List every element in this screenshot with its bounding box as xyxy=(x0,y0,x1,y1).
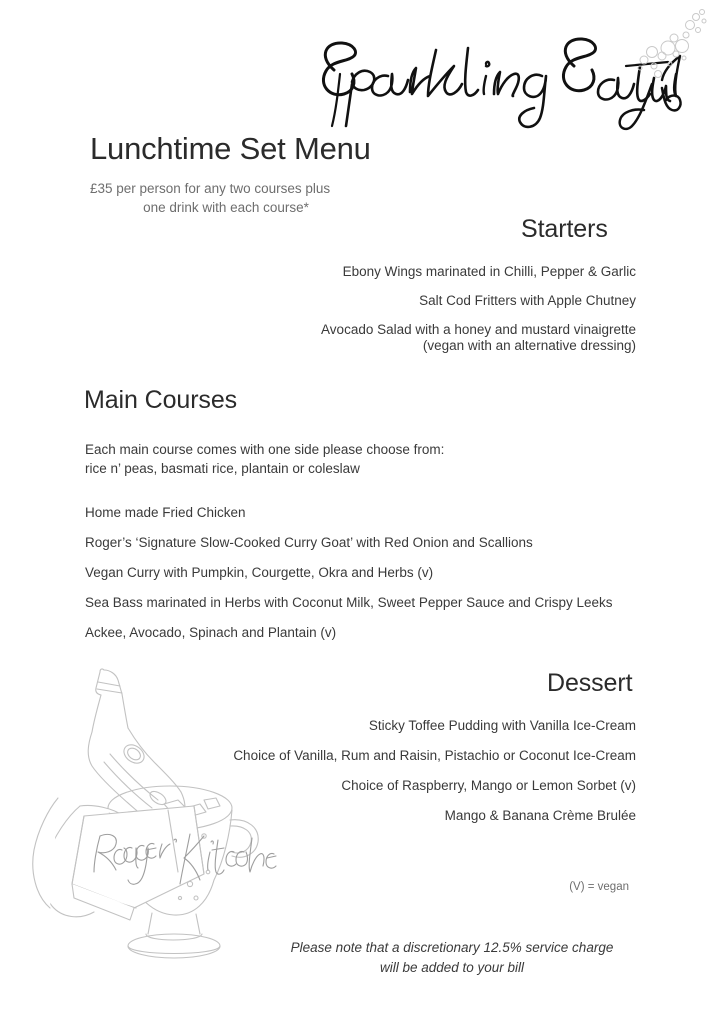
dessert-item: Sticky Toffee Pudding with Vanilla Ice-Cream xyxy=(368,718,636,733)
sides-note-line-1: Each main course comes with one side please choose from: xyxy=(85,442,445,457)
vegan-legend: (V) = vegan xyxy=(569,881,629,893)
main-course-item: Home made Fried Chicken xyxy=(85,505,246,520)
starters-list xyxy=(321,264,636,367)
price-subtitle xyxy=(90,179,362,217)
page-title: Lunchtime Set Menu xyxy=(90,131,371,166)
starters-item-note: (vegan with an alternative dressing) xyxy=(422,338,636,353)
dessert-item: Choice of Raspberry, Mango or Lemon Sorbet (v) xyxy=(341,778,636,793)
starters-item-name: Salt Cod Fritters with Apple Chutney xyxy=(419,293,636,308)
sides-note-line-2: rice n’ peas, basmati rice, plantain or coleslaw xyxy=(85,461,360,476)
main-courses-heading: Main Courses xyxy=(84,386,238,414)
main-course-item: Vegan Curry with Pumpkin, Courgette, Okra and Herbs (v) xyxy=(85,565,434,580)
dessert-item: Choice of Vanilla, Rum and Raisin, Pistachio or Coconut Ice-Cream xyxy=(233,748,636,763)
main-course-item: Roger’s ‘Signature Slow-Cooked Curry Goat’ with Red Onion and Scallions xyxy=(85,535,533,550)
main-course-item: Ackee, Avocado, Spinach and Plantain (v) xyxy=(85,625,337,640)
starters-heading: Starters xyxy=(521,215,608,243)
service-charge-note xyxy=(262,938,642,978)
starters-item xyxy=(321,293,636,309)
price-subtitle-line-2: one drink with each course* xyxy=(143,200,309,215)
service-charge-line-1: Please note that a discretionary 12.5% service charge xyxy=(290,940,614,955)
starters-item-name: Ebony Wings marinated in Chilli, Pepper & Garlic xyxy=(342,264,636,279)
bubbles-decoration-icon xyxy=(624,8,720,94)
service-charge-line-2: will be added to your bill xyxy=(379,960,525,975)
starters-item xyxy=(321,264,636,280)
price-subtitle-line-1: £35 per person for any two courses plus xyxy=(90,181,331,196)
starters-item xyxy=(321,322,636,354)
main-course-item: Sea Bass marinated in Herbs with Coconut Milk, Sweet Pepper Sauce and Crispy Leeks xyxy=(85,595,613,610)
starters-item-name: Avocado Salad with a honey and mustard vinaigrette xyxy=(321,322,636,337)
champagne-bucket-illustration xyxy=(18,658,298,976)
main-courses-sides-note xyxy=(85,440,444,478)
main-courses-list xyxy=(85,505,613,655)
dessert-heading: Dessert xyxy=(547,669,633,697)
dessert-item: Mango & Banana Crème Brulée xyxy=(444,808,636,823)
